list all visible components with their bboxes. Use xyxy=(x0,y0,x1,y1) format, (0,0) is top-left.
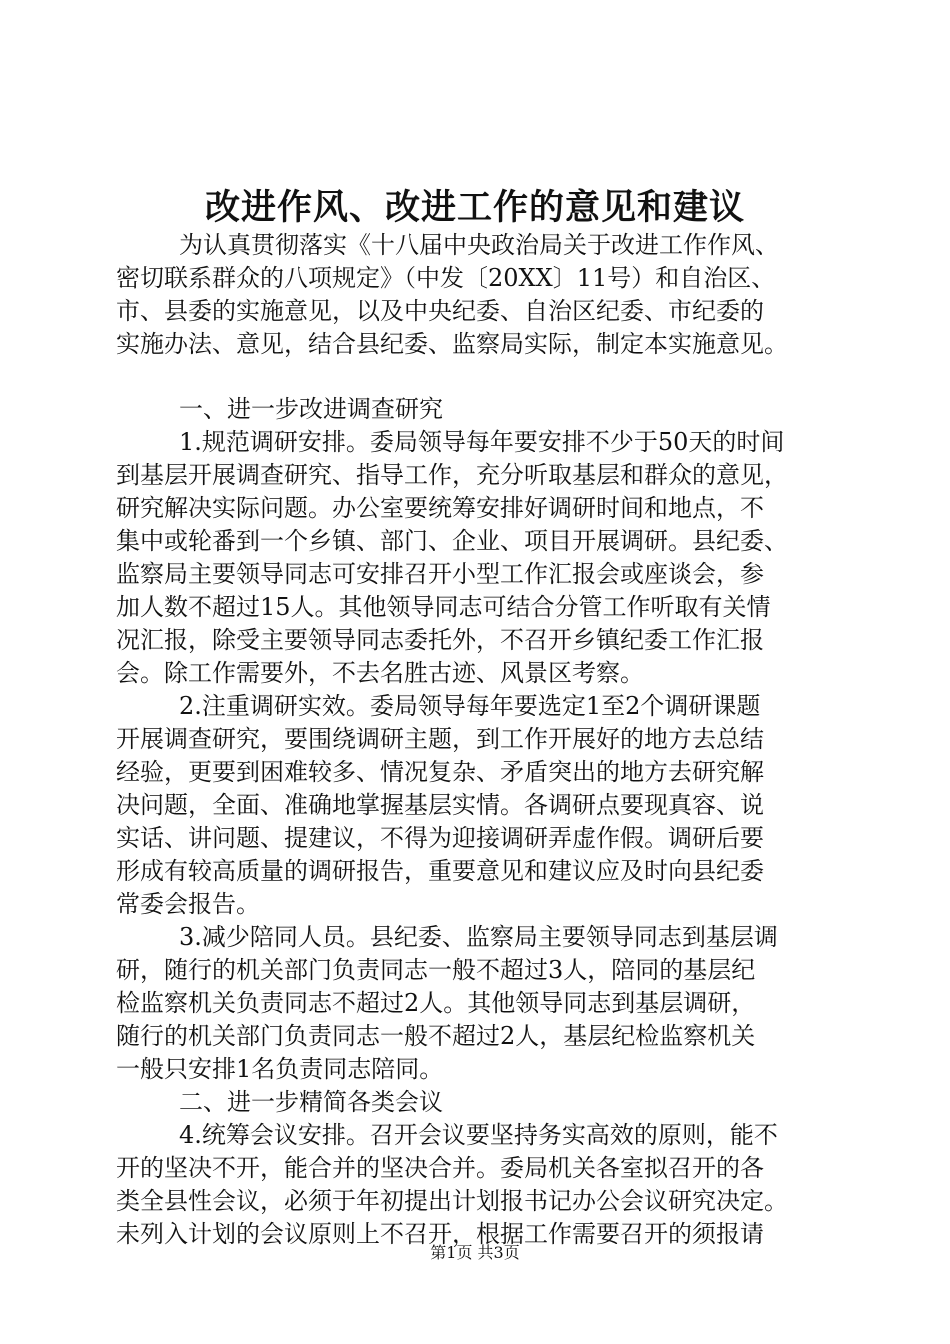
intro-line-1: 为认真贯彻落实《十八届中央政治局关于改进工作作风、 xyxy=(179,231,779,259)
item-3-line-1: 3.减少陪同人员。县纪委、监察局主要领导同志到基层调 xyxy=(179,923,778,951)
document-body xyxy=(116,229,836,1251)
intro-line-4: 实施办法、意见，结合县纪委、监察局实际，制定本实施意见。 xyxy=(116,330,788,358)
item-4-line-2: 开的坚决不开，能合并的坚决合并。委局机关各室拟召开的各 xyxy=(116,1154,764,1182)
item-1-line-2: 到基层开展调查研究、指导工作，充分听取基层和群众的意见， xyxy=(116,461,788,489)
item-1-line-3: 研究解决实际问题。办公室要统筹安排好调研时间和地点，不 xyxy=(116,494,764,522)
item-1-line-8: 会。除工作需要外，不去名胜古迹、风景区考察。 xyxy=(116,659,644,687)
item-2-line-4: 决问题，全面、准确地掌握基层实情。各调研点要现真容、说 xyxy=(116,791,764,819)
item-2-line-6: 形成有较高质量的调研报告，重要意见和建议应及时向县纪委 xyxy=(116,857,764,885)
item-2-line-5: 实话、讲问题、提建议，不得为迎接调研弄虚作假。调研后要 xyxy=(116,824,764,852)
item-1-line-7: 况汇报，除受主要领导同志委托外，不召开乡镇纪委工作汇报 xyxy=(116,626,764,654)
intro-line-2: 密切联系群众的八项规定》（中发〔20XX〕11号）和自治区、 xyxy=(116,264,776,292)
document-title: 改进作风、改进工作的意见和建议 xyxy=(204,187,745,228)
item-3-line-4: 随行的机关部门负责同志一般不超过2人，基层纪检监察机关 xyxy=(116,1022,756,1050)
item-1-line-6: 加人数不超过15人。其他领导同志可结合分管工作听取有关情 xyxy=(116,593,771,621)
item-4-line-3: 类全县性会议，必须于年初提出计划报书记办公会议研究决定。 xyxy=(116,1187,788,1215)
section-heading-2: 二、进一步精简各类会议 xyxy=(179,1088,443,1116)
paragraph-gap xyxy=(116,361,836,393)
item-2-line-3: 经验，更要到困难较多、情况复杂、矛盾突出的地方去研究解 xyxy=(116,758,764,786)
item-2-line-1: 2.注重调研实效。委局领导每年要选定1至2个调研课题 xyxy=(179,692,761,720)
item-1-line-1: 1.规范调研安排。委局领导每年要安排不少于50天的时间 xyxy=(179,428,785,456)
item-3-line-5: 一般只安排1名负责同志陪同。 xyxy=(116,1055,444,1083)
item-2-line-7: 常委会报告。 xyxy=(116,890,260,918)
item-1-line-4: 集中或轮番到一个乡镇、部门、企业、项目开展调研。县纪委、 xyxy=(116,527,788,555)
item-4-line-1: 4.统筹会议安排。召开会议要坚持务实高效的原则，能不 xyxy=(179,1121,778,1149)
page-footer: 第1页 共3页 xyxy=(430,1243,520,1262)
intro-line-3: 市、县委的实施意见，以及中央纪委、自治区纪委、市纪委的 xyxy=(116,297,764,325)
item-4-line-4: 未列入计划的会议原则上不召开，根据工作需要召开的须报请 xyxy=(116,1220,764,1248)
item-1-line-5: 监察局主要领导同志可安排召开小型工作汇报会或座谈会，参 xyxy=(116,560,764,588)
item-3-line-3: 检监察机关负责同志不超过2人。其他领导同志到基层调研， xyxy=(116,989,756,1017)
section-heading-1: 一、进一步改进调查研究 xyxy=(179,395,443,423)
item-3-line-2: 研，随行的机关部门负责同志一般不超过3人，陪同的基层纪 xyxy=(116,956,756,984)
item-2-line-2: 开展调查研究，要围绕调研主题，到工作开展好的地方去总结 xyxy=(116,725,764,753)
